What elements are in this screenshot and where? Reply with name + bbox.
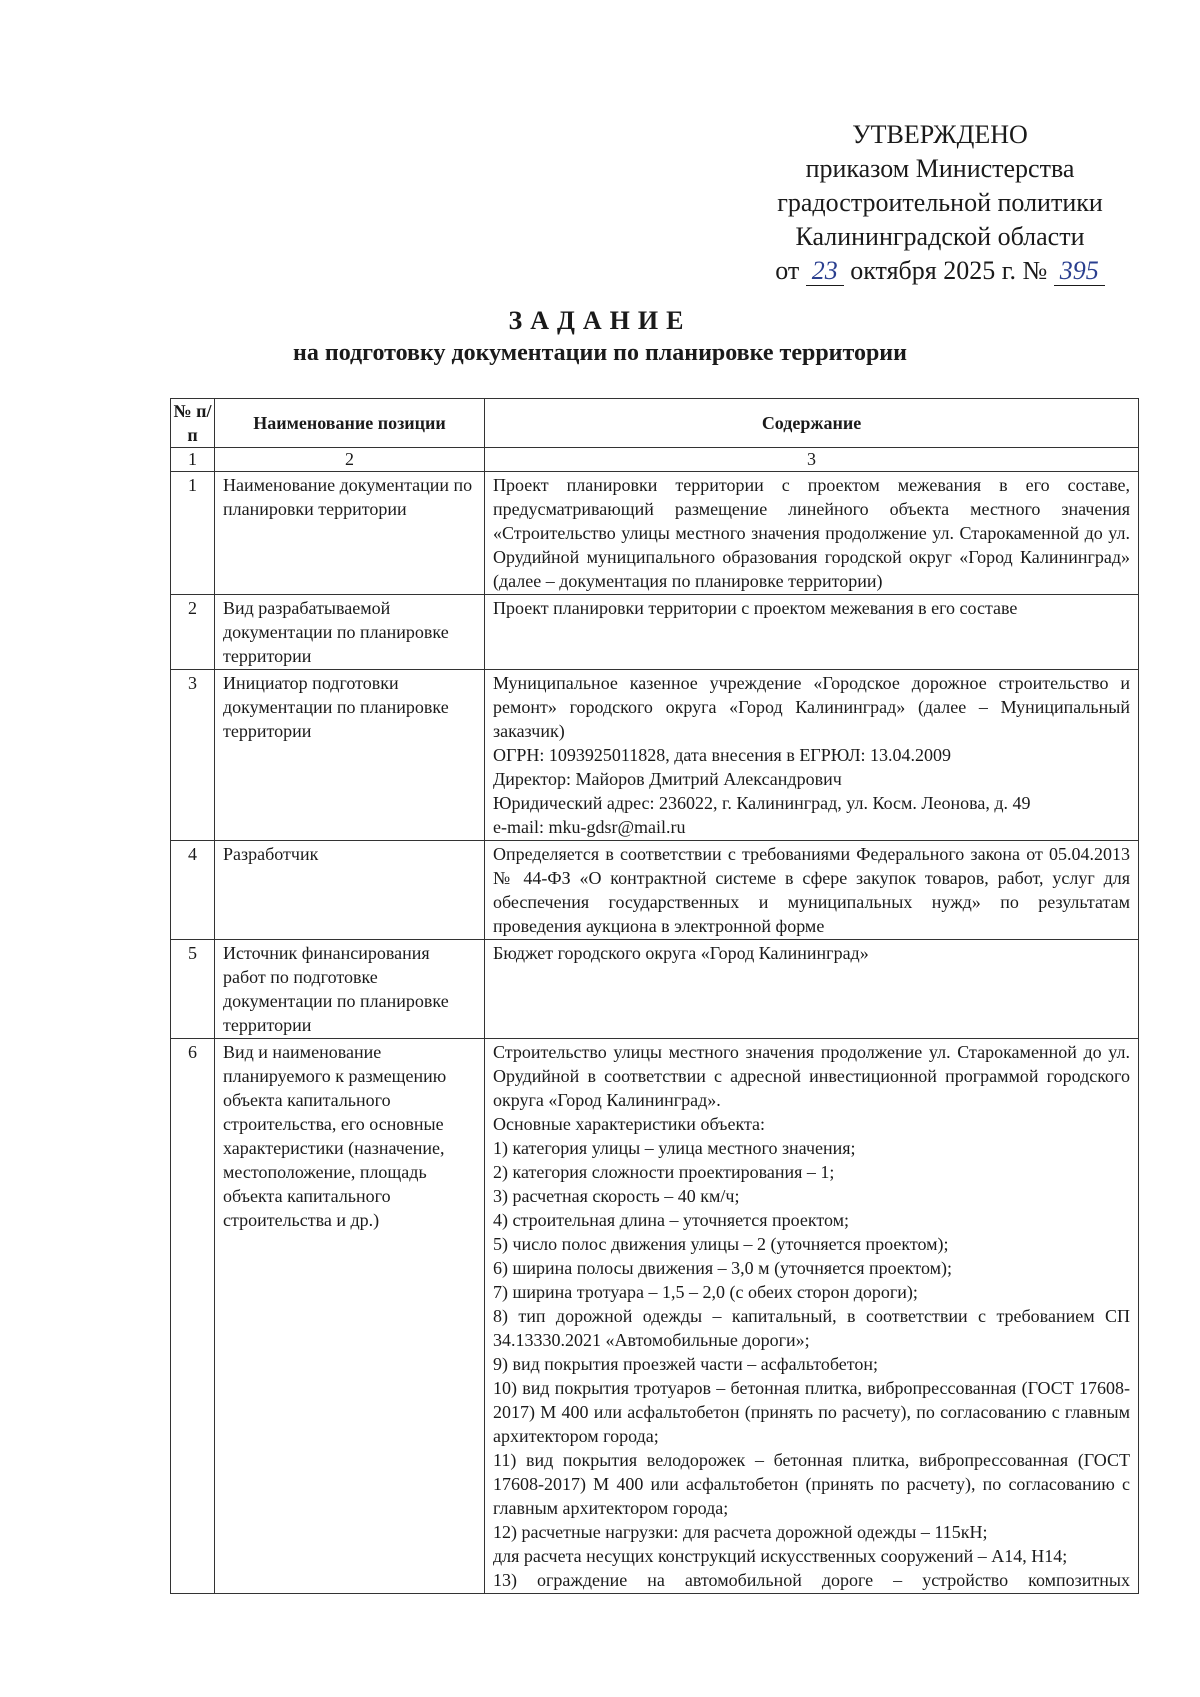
row-name: Вид разрабатываемой документации по планировке территории — [215, 595, 485, 670]
characteristic-item: 2) категория сложности проектирования – 1; — [493, 1162, 835, 1182]
approval-line-1: приказом Министерства — [805, 154, 1075, 183]
document-subtitle: на подготовку документации по планировке территории — [293, 340, 907, 366]
characteristic-item: 10) вид покрытия тротуаров – бетонная плитка, вибропрессованная (ГОСТ 17608-2017) М 400 или асфальтобетон (принять по расчету), по согласованию с главным архитектором города; — [493, 1378, 1130, 1446]
characteristic-item: 8) тип дорожной одежды – капитальный, в соответствии с требованием СП 34.13330.2021 «Автомобильные дороги»; — [493, 1306, 1130, 1350]
characteristic-item: 13) ограждение на автомобильной дороге – устройство композитных — [493, 1570, 1130, 1590]
row-content-cell — [485, 670, 1139, 841]
row-number: 2 — [171, 595, 215, 670]
approval-line-2: градостроительной политики — [777, 188, 1103, 217]
characteristic-item: 7) ширина тротуара – 1,5 – 2,0 (с обеих сторон дороги); — [493, 1282, 918, 1302]
row-content: Определяется в соответствии с требованиями Федерального закона от 05.04.2013 № 44-ФЗ «О контрактной системе в сфере закупок товаров, работ, услуг для обеспечения государственных и муниципальных нужд» по результатам проведения аукциона в электронной форме — [485, 841, 1139, 940]
row-number: 5 — [171, 940, 215, 1039]
characteristic-item: 11) вид покрытия велодорожек – бетонная плитка, вибропрессованная (ГОСТ 17608-2017) М 400 или асфальтобетон (принять по расчету), по согласованию с главным архитектором города; — [493, 1450, 1130, 1518]
row-number: 3 — [171, 670, 215, 841]
handwritten-day: 23 — [806, 257, 844, 286]
row-name: Источник финансирования работ по подготовке документации по планировке территории — [215, 940, 485, 1039]
column-number: 2 — [215, 448, 485, 472]
characteristic-item: 9) вид покрытия проезжей части – асфальтобетон; — [493, 1354, 879, 1374]
table-row — [171, 595, 1139, 670]
table-row — [171, 472, 1139, 595]
row-name: Разработчик — [215, 841, 485, 940]
row-number: 6 — [171, 1039, 215, 1594]
legal-address-line: Юридический адрес: 236022, г. Калининград, ул. Косм. Леонова, д. 49 — [493, 793, 1031, 813]
header-name: Наименование позиции — [215, 399, 485, 448]
row-content-cell — [485, 1039, 1139, 1594]
column-number: 3 — [485, 448, 1139, 472]
row-content: Проект планировки территории с проектом межевания в его составе — [485, 595, 1139, 670]
characteristic-item: 1) категория улицы – улица местного значения; — [493, 1138, 856, 1158]
row-content: Проект планировки территории с проектом межевания в его составе, предусматривающий размещение линейного объекта местного значения «Строительство улицы местного значения продолжение ул. Старокаменной до ул. Орудийной муниципального образования городской округ «Город Калининград» (далее – документация по планировке территории) — [485, 472, 1139, 595]
approval-block — [720, 118, 1160, 288]
characteristic-item: 4) строительная длина – уточняется проектом; — [493, 1210, 850, 1230]
director-line: Директор: Майоров Дмитрий Александрович — [493, 769, 842, 789]
handwritten-order-number: 395 — [1054, 257, 1105, 286]
characteristic-item: Основные характеристики объекта: — [493, 1114, 766, 1134]
characteristic-item: 5) число полос движения улицы – 2 (уточняется проектом); — [493, 1234, 949, 1254]
row-name: Инициатор подготовки документации по планировке территории — [215, 670, 485, 841]
table-row — [171, 1039, 1139, 1594]
characteristic-item: 6) ширина полосы движения – 3,0 м (уточняется проектом); — [493, 1258, 953, 1278]
row-content: Строительство улицы местного значения продолжение ул. Старокаменной до ул. Орудийной в соответствии с адресной инвестиционной программой городского округа «Город Калининград». — [493, 1042, 1130, 1110]
table-row — [171, 670, 1139, 841]
column-number: 1 — [171, 448, 215, 472]
header-num: № п/п — [171, 399, 215, 448]
date-prefix: от — [775, 256, 800, 285]
row-number: 1 — [171, 472, 215, 595]
row-number: 4 — [171, 841, 215, 940]
approval-line-3: Калининградской области — [795, 222, 1085, 251]
characteristic-item: для расчета несущих конструкций искусственных сооружений – А14, Н14; — [493, 1546, 1068, 1566]
table-row — [171, 841, 1139, 940]
characteristic-item: 3) расчетная скорость – 40 км/ч; — [493, 1186, 740, 1206]
table-row — [171, 940, 1139, 1039]
date-month-year: октября 2025 г. № — [850, 256, 1048, 285]
characteristic-item: 12) расчетные нагрузки: для расчета дорожной одежды – 115кН; — [493, 1522, 988, 1542]
column-numbers-row — [171, 448, 1139, 472]
row-content: Муниципальное казенное учреждение «Городское дорожное строительство и ремонт» городского округа «Город Калининград» (далее – Муниципальный заказчик) — [493, 673, 1130, 741]
task-table — [170, 398, 1139, 1594]
document-title: ЗАДАНИЕ — [508, 306, 692, 335]
email-line: e-mail: mku-gdsr@mail.ru — [493, 817, 686, 837]
header-content: Содержание — [485, 399, 1139, 448]
approval-date-line — [720, 254, 1160, 288]
ogrn-line: ОГРН: 1093925011828, дата внесения в ЕГРЮЛ: 13.04.2009 — [493, 745, 952, 765]
table-header-row — [171, 399, 1139, 448]
row-name: Наименование документации по планировки территории — [215, 472, 485, 595]
row-name: Вид и наименование планируемого к размещению объекта капитального строительства, его основные характеристики (назначение, местоположение, площадь объекта капитального строительства и др.) — [215, 1039, 485, 1594]
approval-title: УТВЕРЖДЕНО — [852, 120, 1028, 149]
row-content: Бюджет городского округа «Город Калининград» — [485, 940, 1139, 1039]
